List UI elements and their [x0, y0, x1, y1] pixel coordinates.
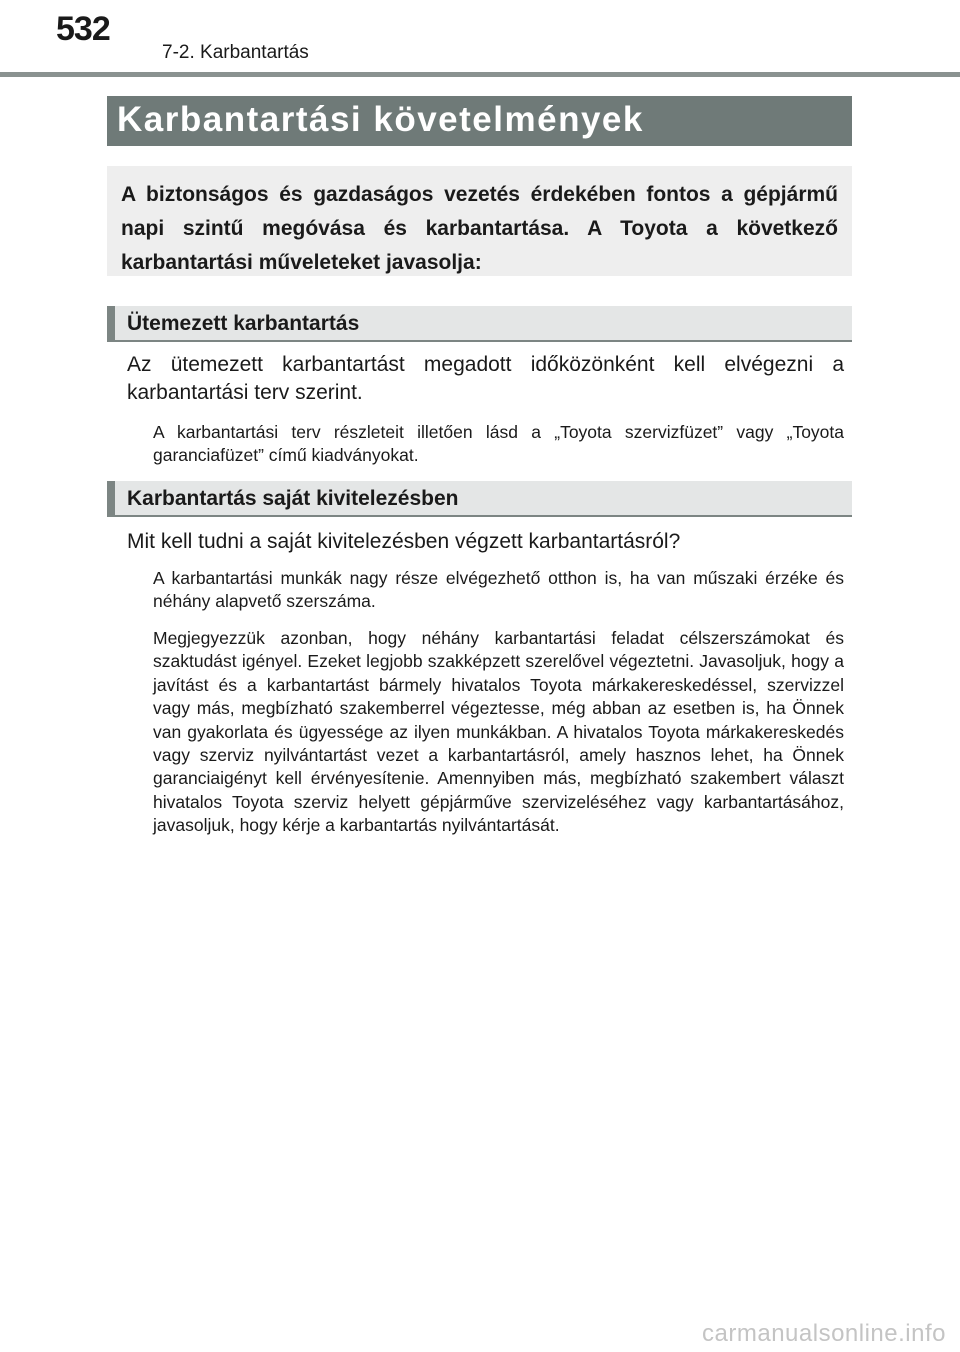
section-heading-diy — [107, 481, 852, 517]
diy-paragraph-1: A karbantartási munkák nagy része elvégezhető otthon is, ha van műszaki érzéke és néhány alapvető szerszáma. — [153, 568, 844, 612]
intro-box — [107, 166, 852, 276]
scheduled-lead-text: Az ütemezett karbantartást megadott időközönként kell elvégezni a karbantartási terv szerint. — [127, 353, 844, 404]
section-heading-label: Ütemezett karbantartás — [127, 312, 360, 335]
page-number: 532 — [56, 10, 110, 48]
diy-lead-text: Mit kell tudni a saját kivitelezésben végzett karbantartásról? — [127, 530, 681, 553]
section-heading-label: Karbantartás saját kivitelezésben — [127, 487, 459, 510]
intro-text: A biztonságos és gazdaságos vezetés érdekében fontos a gépjármű napi szintű megóvása és karbantartása. A Toyota a következő karbantartási műveleteket javasolja: — [121, 183, 838, 274]
page-title-bar — [107, 96, 852, 146]
section-reference: 7-2. Karbantartás — [162, 42, 309, 63]
section-heading-scheduled — [107, 306, 852, 342]
watermark-text: carmanualsonline.info — [702, 1320, 946, 1347]
page-title: Karbantartási követelmények — [117, 100, 644, 139]
diy-paragraph-2: Megjegyezzük azonban, hogy néhány karbantartási feladat célszerszámokat és szaktudást igényel. Ezeket legjobb szakképzett szerelővel végeztetni. Javasoljuk, hogy a javítást és a karbantartást bármely hivatalos Toyota márkakereskedéssel, szervizzel vagy más, megbízható szakemberrel végeztesse, még abban az esetben is, ha Önnek van gyakorlata és ügyessége az ilyen munkákban. A hivatalos Toyota márkakereskedés vagy szerviz nyilvántartást vezet a karbantartásról, amely hasznos lehet, ha Önnek garanciaigényt kell érvényesítenie. Amennyiben más, megbízható szakembert választ hivatalos Toyota szerviz helyett gépjárművе szervizeléséhez vagy karbantartásához, javasoljuk, hogy kérje a karbantartás nyilvántartását. — [153, 628, 844, 836]
header-divider — [0, 72, 960, 77]
scheduled-note-text: A karbantartási terv részleteit illetően lásd a „Toyota szervizfüzet” vagy „Toyota garanciafüzet” című kiadványokat. — [153, 422, 844, 466]
